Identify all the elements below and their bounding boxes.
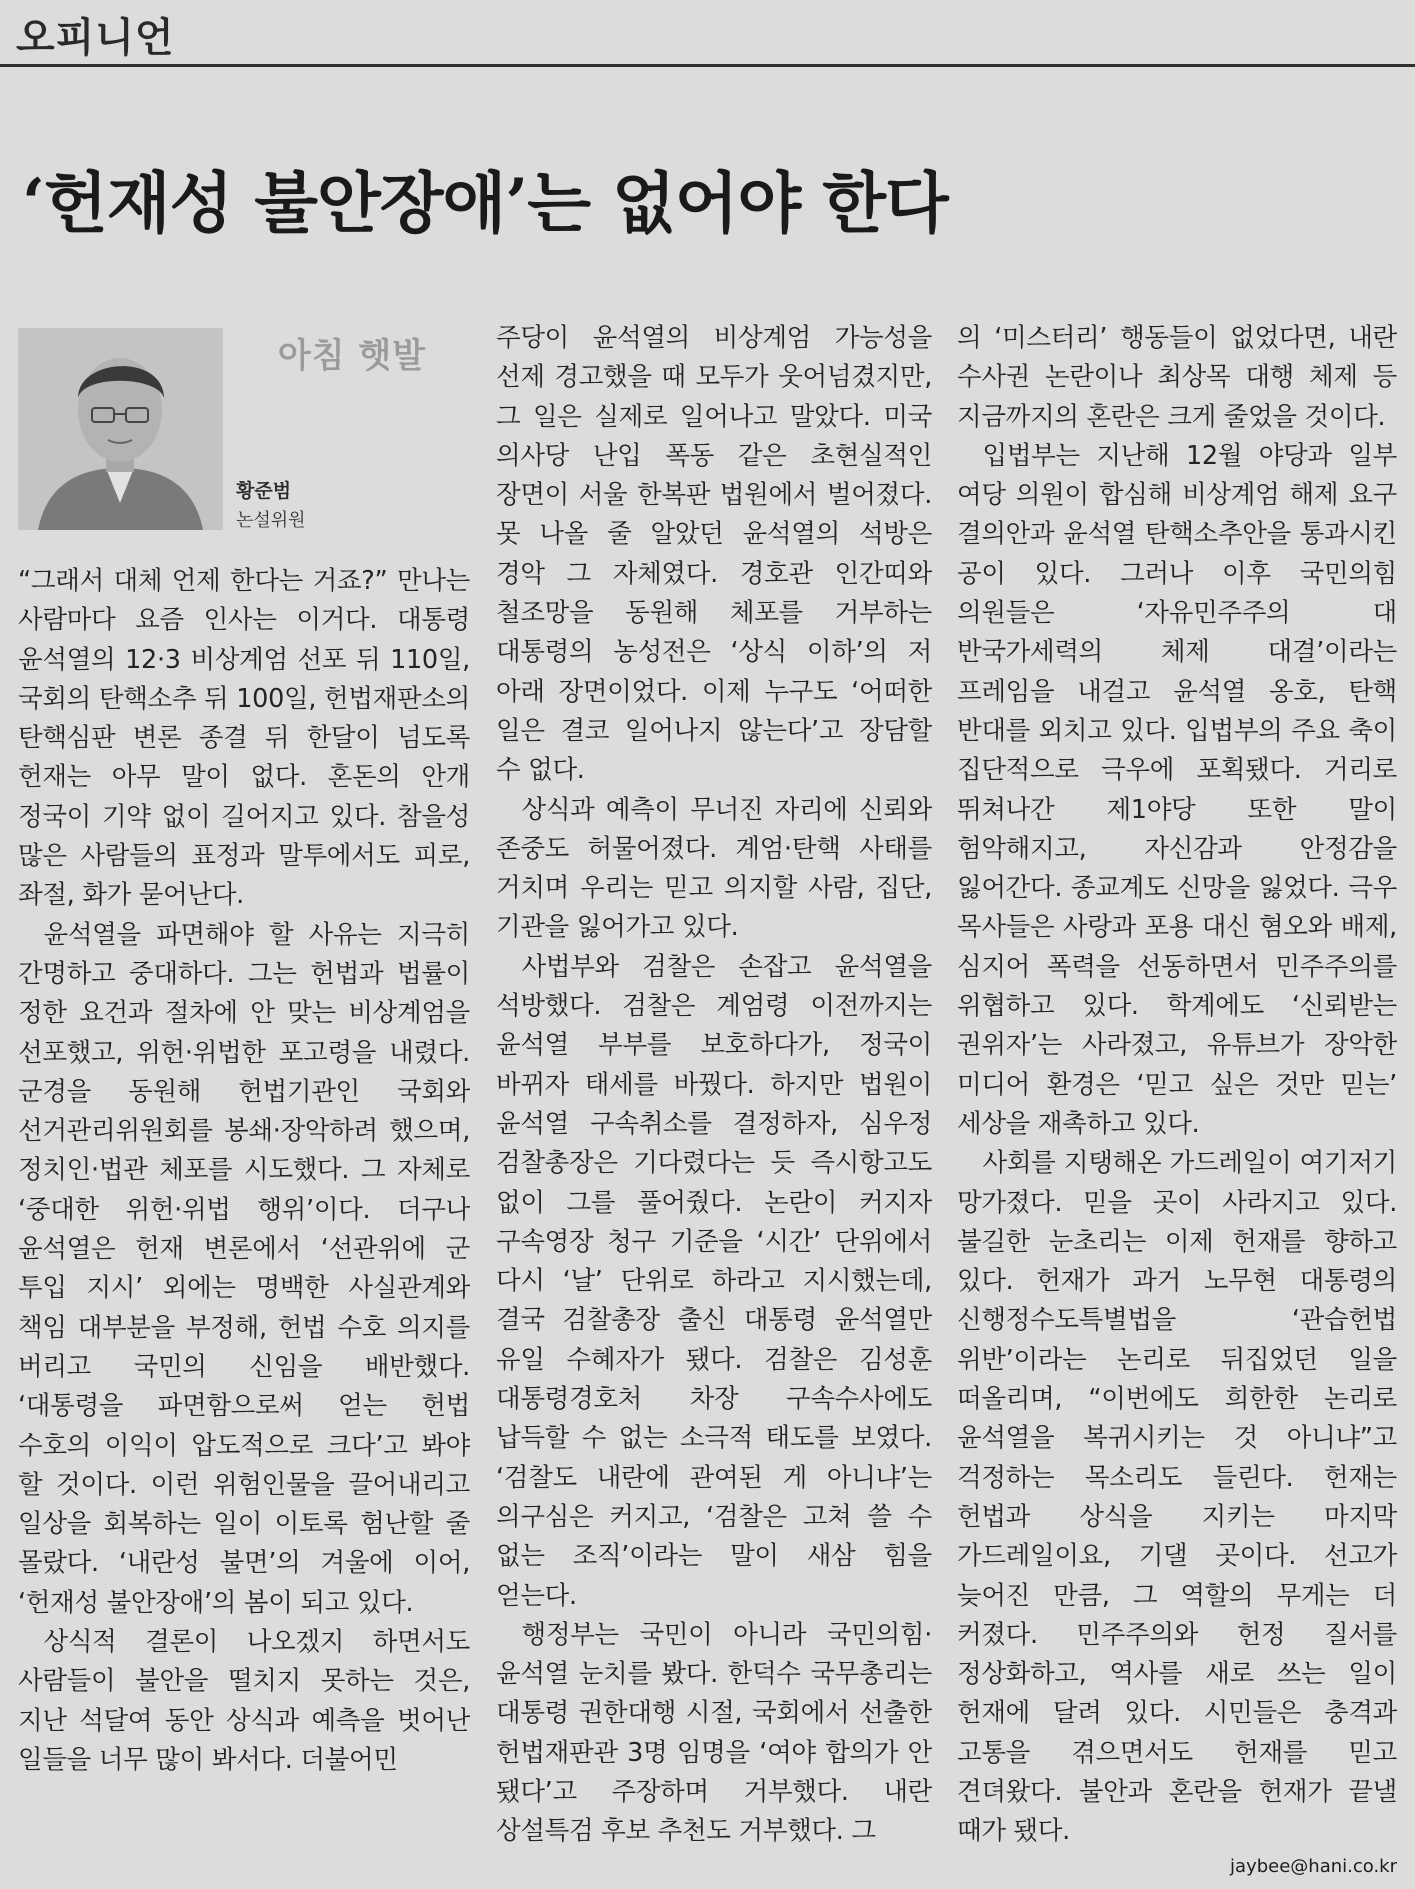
column-name: 아침 햇발	[277, 336, 427, 376]
paragraph: 상식적 결론이 나오겠지 하면서도 사람들이 불안을 떨치지 못하는 것은, 지난 석달여 동안 상식과 예측을 벗어난 일들을 너무 많이 봐서다. 더불어민	[18, 1627, 470, 1775]
section-label: 오피니언	[16, 15, 175, 61]
article-column-2	[496, 319, 932, 1885]
paragraph: 윤석열을 파면해야 할 사유는 지극히 간명하고 중대하다. 그는 헌법과 법률이 정한 요건과 절차에 안 맞는 비상계엄을 선포했고, 위헌·위법한 포고령을 내렸다. 군경을 동원해 헌법기관인 국회와 선거관리위원회를 봉쇄·장악하려 했으며, 정치인·법관 체포를 시도했다. 그 자체로 ‘중대한 위헌·위법 행위’이다. 더구나 윤석열은 헌재 변론에서 ‘선관위에 군 투입 지시’ 외에는 명백한 사실관계와 책임 대부분을 부정해, 헌법 수호 의지를 버리고 국민의 신임을 배반했다. ‘대통령을 파면함으로써 얻는 헌법 수호의 이익이 압도적으로 크다’고 봐야 할 것이다. 이런 위험인물을 끌어내리고 일상을 회복하는 일이 이토록 험난할 줄 몰랐다. ‘내란성 불면’의 겨울에 이어, ‘헌재성 불안장애’의 봄이 되고 있다.	[18, 919, 470, 1618]
headline: ‘헌재성 불안장애’는 없어야 한다	[22, 164, 948, 242]
author-email: jaybee@hani.co.kr	[1230, 1856, 1397, 1877]
paragraph: 사법부와 검찰은 손잡고 윤석열을 석방했다. 검찰은 계엄령 이전까지는 윤석열 부부를 보호하다가, 정국이 바뀌자 태세를 바꿨다. 하지만 법원이 윤석열 구속취소를 결정하자, 심우정 검찰총장은 기다렸다는 듯 즉시항고도 없이 그를 풀어줬다. 논란이 커지자 구속영장 청구 기준을 ‘시간’ 단위에서 다시 ‘날’ 단위로 하라고 지시했는데, 결국 검찰총장 출신 대통령 윤석열만 유일 수혜자가 됐다. 검찰은 김성훈 대통령경호처 차장 구속수사에도 납득할 수 없는 소극적 태도를 보였다. ‘검찰도 내란에 관여된 게 아니냐’는 의구심은 커지고, ‘검찰은 고쳐 쓸 수 없는 조직’이라는 말이 새삼 힘을 얻는다.	[496, 951, 932, 1611]
paragraph: 행정부는 국민이 아니라 국민의힘·윤석열 눈치를 봤다. 한덕수 국무총리는 대통령 권한대행 시절, 국회에서 선출한 헌법재판관 3명 임명을 ‘여야 합의가 안 됐다’고 주장하며 거부했다. 내란 상설특검 후보 추천도 거부했다. 그	[496, 1619, 932, 1847]
article-column-3	[957, 319, 1397, 1844]
author-name: 황준범	[236, 480, 292, 502]
paragraph: 입법부는 지난해 12월 야당과 일부 여당 의원이 합심해 비상계엄 해제 요구 결의안과 윤석열 탄핵소추안을 통과시킨 공이 있다. 그러나 이후 국민의힘 의원들은 ‘자유민주주의 대 반국가세력의 체제 대결’이라는 프레임을 내걸고 윤석열 옹호, 탄핵 반대를 외치고 있다. 입법부의 주요 축이 집단적으로 극우에 포획됐다. 거리로 뛰쳐나간 제1야당 또한 말이 험악해지고, 자신감과 안정감을 잃어간다. 종교계도 신망을 잃었다. 극우 목사들은 사랑과 포용 대신 혐오와 배제, 심지어 폭력을 선동하면서 민주주의를 위협하고 있다. 학계에도 ‘신뢰받는 권위자’는 사라졌고, 유튜브가 장악한 미디어 환경은 ‘믿고 싶은 것만 믿는’ 세상을 재촉하고 있다.	[957, 440, 1397, 1139]
paragraph: “그래서 대체 언제 한다는 거죠?” 만나는 사람마다 요즘 인사는 이거다. 대통령 윤석열의 12·3 비상계엄 선포 뒤 110일, 국회의 탄핵소추 뒤 100일, 헌법재판소의 탄핵심판 변론 종결 뒤 한달이 넘도록 헌재는 아무 말이 없다. 혼돈의 안개 정국이 기약 없이 길어지고 있다. 참을성 많은 사람들의 표정과 말투에서도 피로, 좌절, 화가 묻어난다.	[18, 566, 470, 911]
paragraph: 사회를 지탱해온 가드레일이 여기저기 망가졌다. 믿을 곳이 사라지고 있다. 불길한 눈초리는 이제 헌재를 향하고 있다. 헌재가 과거 노무현 대통령의 신행정수도특별법을 ‘관습헌법 위반’이라는 논리로 뒤집었던 일을 떠올리며, “이번에도 희한한 논리로 윤석열을 복귀시키는 것 아니냐”고 걱정하는 목소리도 들린다. 헌재는 헌법과 상식을 지키는 마지막 가드레일이요, 기댈 곳이다. 선고가 늦어진 만큼, 그 역할의 무게는 더 커졌다. 민주주의와 헌정 질서를 정상화하고, 역사를 새로 쓰는 일이 헌재에 달려 있다. 시민들은 충격과 고통을 겪으면서도 헌재를 믿고 견뎌왔다. 불안과 혼란을 헌재가 끝낼 때가 됐다.	[957, 1148, 1397, 1844]
author-photo	[18, 328, 223, 530]
paragraph: 주당이 윤석열의 비상계엄 가능성을 선제 경고했을 때 모두가 웃어넘겼지만, 그 일은 실제로 일어나고 말았다. 미국 의사당 난입 폭동 같은 초현실적인 장면이 서울 한복판 법원에서 벌어졌다. 못 나올 줄 알았던 윤석열의 석방은 경악 그 자체였다. 경호관 인간띠와 철조망을 동원해 체포를 거부하는 대통령의 농성전은 ‘상식 이하’의 저 아래 장면이었다. 이제 누구도 ‘어떠한 일은 결코 일어나지 않는다’고 장담할 수 없다.	[496, 323, 932, 786]
author-role: 논설위원	[236, 510, 306, 531]
section-divider	[0, 64, 1415, 67]
paragraph: 상식과 예측이 무너진 자리에 신뢰와 존중도 허물어졌다. 계엄·탄핵 사태를 거치며 우리는 믿고 의지할 사람, 집단, 기관을 잃어가고 있다.	[496, 794, 932, 943]
paragraph: 의 ‘미스터리’ 행동들이 없었다면, 내란 수사권 논란이나 최상목 대행 체제 등 지금까지의 혼란은 크게 줄었을 것이다.	[957, 323, 1397, 432]
article-column-1	[18, 562, 470, 1882]
